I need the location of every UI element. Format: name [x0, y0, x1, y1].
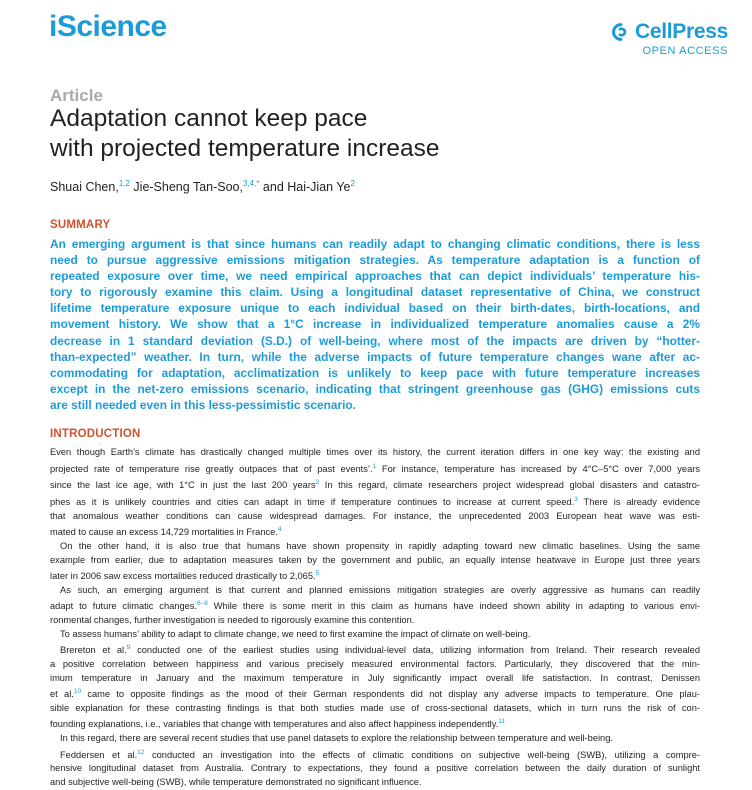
intro-text: et al.: [50, 689, 74, 700]
intro-text: Even though Earth’s climate has drastically changed multiple times over its history, the current iteration differs in one key way: the existing and: [50, 447, 700, 457]
affiliation-ref[interactable]: 2: [350, 179, 355, 188]
intro-text: ronmental changes, further investigation is needed to rigorously examine this contention.: [50, 615, 415, 626]
intro-line: [50, 715, 700, 732]
intro-text: There is already evidence: [577, 497, 700, 508]
intro-text: Brereton et al.: [60, 645, 127, 656]
intro-text: Feddersen et al.: [60, 749, 138, 760]
open-access-label: OPEN ACCESS: [642, 45, 728, 57]
intro-line: [50, 476, 700, 493]
introduction-body: [50, 446, 700, 790]
intro-text: imum temperature in January and the maximum temperature in July significantly impact overall life satisfaction. In contrast, Denissen: [50, 672, 700, 683]
intro-line: [50, 641, 700, 658]
intro-line: [50, 460, 700, 477]
intro-text: To assess humans’ ability to adapt to climate change, we need to first examine the impact of climate on well-being.: [60, 628, 531, 639]
intro-text: For instance, temperature has increased by 4°C–5°C over 7,000 years: [376, 463, 700, 474]
intro-line: [50, 672, 700, 686]
intro-text: founding explanations, i.e., variables that change with temperatures and also affect happiness independently.: [50, 719, 499, 730]
publisher-block: [609, 20, 728, 57]
intro-text: phes as it is unlikely countries and cities can adapt in time if temperature continues to increase at current speed.: [50, 497, 575, 508]
intro-line: [50, 614, 700, 628]
article-title: [50, 104, 439, 164]
reference-citation[interactable]: 6–8: [197, 600, 208, 608]
intro-line: [50, 597, 700, 614]
reference-citation[interactable]: 4: [277, 526, 282, 534]
summary-heading: SUMMARY: [50, 219, 111, 231]
reference-citation[interactable]: 9: [126, 644, 131, 652]
introduction-heading: INTRODUCTION: [50, 428, 141, 440]
author-list: [50, 179, 355, 194]
cellpress-logo-icon: [609, 21, 631, 43]
intro-line: [50, 540, 700, 554]
intro-text: On the other hand, it is also true that humans have shown propensity in rapidly adapting toward new climatic baselines. Using the same: [60, 540, 700, 551]
author-name[interactable]: and Hai-Jian Ye: [259, 180, 351, 195]
reference-citation[interactable]: 5: [315, 570, 320, 578]
intro-line: [50, 628, 700, 642]
journal-title: iScience: [49, 10, 167, 43]
article-type-label: Article: [50, 86, 103, 105]
intro-text: example from earlier, due to adaptation measures taken by the government and public, an equally intense heatwave in Europe just three years: [50, 554, 700, 565]
author-name[interactable]: Jie-Sheng Tan-Soo,: [129, 180, 243, 195]
intro-line: [50, 510, 700, 524]
intro-line: [50, 702, 700, 716]
intro-text: conducted one of the earliest studies using individual-level data, utilizing information from Ireland. Their research revealed: [130, 645, 700, 656]
title-line: Adaptation cannot keep pace: [50, 105, 368, 132]
intro-line: [50, 567, 700, 584]
intro-line: [50, 762, 700, 776]
intro-line: [50, 523, 700, 540]
intro-text: conducted an investigation into the effects of climatic conditions on subjective well-being (SWB), utilizing a compre-: [144, 749, 700, 760]
intro-text: hensive longitudinal dataset from Australia. Contrary to expectations, they found a positive correlation between the daily duration of sunlight: [50, 763, 700, 774]
summary-text: [50, 236, 700, 413]
intro-line: [50, 685, 700, 702]
author-name[interactable]: Shuai Chen,: [50, 180, 119, 195]
reference-citation[interactable]: 10: [73, 688, 82, 696]
intro-text: adapt to future climatic changes.: [50, 601, 198, 612]
summary-line: tory to rigorously examine this claim. Using a longitudinal dataset representative of China, we construct: [50, 285, 700, 300]
summary-line: than-expected” weather. In turn, while the adverse impacts of future temperature changes wane after ac-: [50, 349, 700, 364]
intro-line: [50, 776, 700, 790]
summary-line: except in the net-zero emissions scenario, indicating that stringent greenhouse gas (GHG) emissions cuts: [50, 381, 700, 396]
summary-line: are still needed even in this less-pessimistic scenario.: [50, 397, 356, 412]
reference-citation[interactable]: 3: [574, 495, 578, 503]
reference-citation[interactable]: 12: [137, 748, 145, 756]
intro-line: [50, 554, 700, 568]
intro-text: While there is some merit in this claim as humans have indeed shown ability in adapting to various envi-: [207, 601, 700, 612]
intro-text: mated to cause an excess 14,729 mortalities in France.: [50, 527, 278, 538]
intro-text: came to opposite findings as the mood of their German respondents did not display any adverse impacts to temperature. One plau-: [81, 689, 700, 700]
intro-line: [50, 732, 700, 746]
intro-line: [50, 584, 700, 598]
intro-text: sible explanation for these contrasting findings is that both studies made use of cross-sectional datasets, which in turn runs the risk of con-: [50, 702, 700, 713]
intro-line: [50, 446, 700, 460]
summary-line: An emerging argument is that since humans can readily adapt to changing climatic conditions, there is less: [50, 237, 700, 251]
intro-text: In this regard, there are several recent studies that use panel datasets to explore the relationship between temperature and well-being.: [60, 733, 613, 744]
intro-text: As such, an emerging argument is that current and planned emissions mitigation strategies are overly aggressive as humans can readily: [60, 584, 700, 595]
summary-line: commodating for adaptation, acclimatization is unlikely to keep pace with future temperature increases: [50, 365, 700, 380]
affiliation-ref[interactable]: 3,4,*: [242, 179, 260, 188]
intro-text: a positive correlation between happiness and various precisely measured environmental factors. Particularly, they discovered that the min-: [50, 658, 700, 669]
summary-line: decrease in 1 standard deviation (S.D.) of well-being, where most of the impacts are driven by “hotter-: [50, 333, 700, 348]
intro-text: and subjective well-being (SWB), while temperature demonstrated no significant influence.: [50, 777, 422, 787]
intro-line: [50, 658, 700, 672]
affiliation-ref[interactable]: 1,2: [118, 179, 130, 188]
title-line: with projected temperature increase: [50, 135, 440, 162]
intro-text: since the last ice age, with 1°C in just the last 200 years: [50, 480, 316, 491]
summary-line: need to pursue aggressive emissions mitigation strategies. As temperature adaptation is a function of: [50, 253, 700, 268]
summary-line: movement history. We show that a 1°C increase in individualized temperature anomalies cause a 2%: [50, 317, 700, 332]
publisher-name: CellPress: [634, 20, 728, 43]
summary-line: lifetime temperature exposure unique to each individual based on their birth-dates, birth-locations, and: [50, 301, 700, 316]
reference-citation[interactable]: 2: [315, 479, 320, 487]
summary-line: repeated exposure over time, we need empirical approaches that can depict individuals’ temperature his-: [50, 269, 700, 284]
reference-citation[interactable]: 11: [498, 718, 506, 726]
intro-line: [50, 493, 700, 510]
intro-line: [50, 746, 700, 763]
intro-text: In this regard, climate researchers project widespread global disasters and catastro-: [319, 480, 700, 491]
intro-text: projected rate of temperature rise greatly outpaces that of past events’.: [50, 463, 373, 474]
reference-citation[interactable]: 1: [372, 462, 377, 470]
intro-text: that anomalous weather conditions can cause widespread damages. For instance, the unprecedented 2003 European heat wave was esti-: [50, 510, 700, 521]
intro-text: later in 2006 saw excess mortalities reduced drastically to 2,065.: [50, 571, 316, 582]
